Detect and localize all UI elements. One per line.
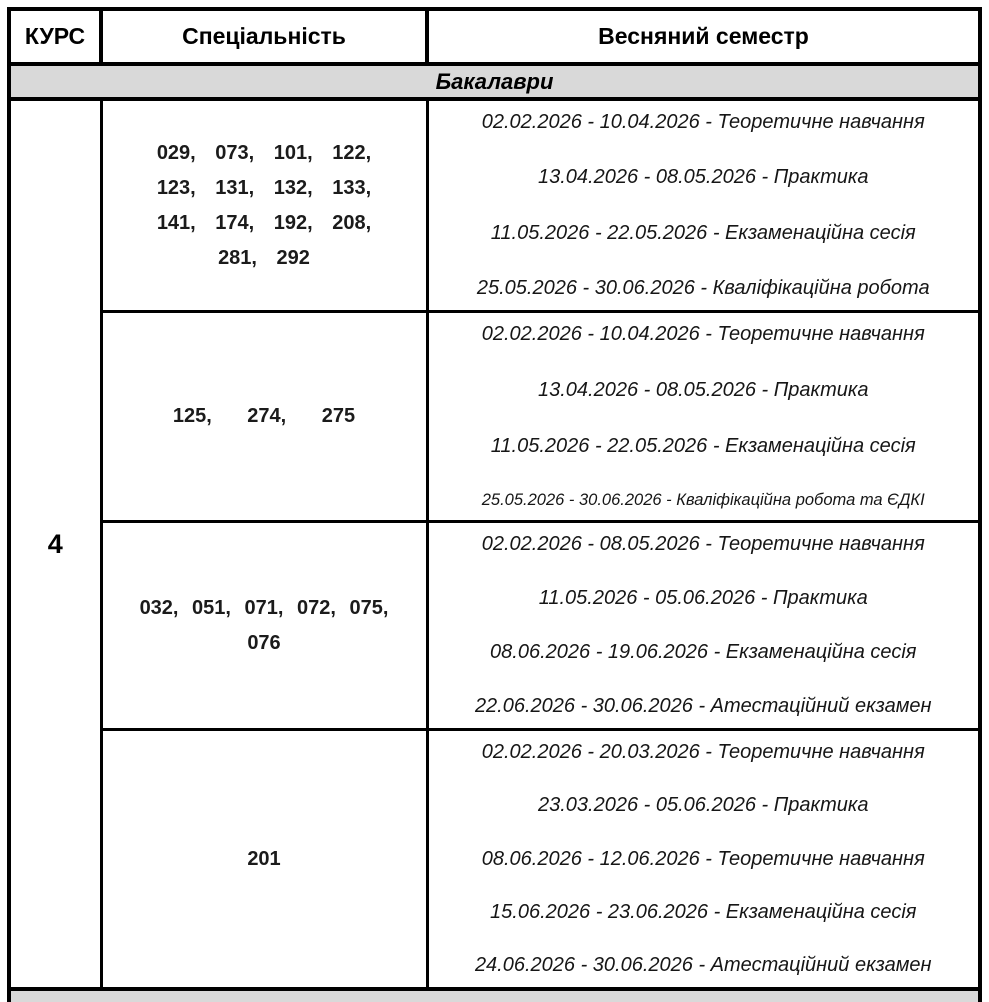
schedule-line: 11.05.2026 - 22.05.2026 - Екзаменаційна сесія [490,221,916,244]
specialty-cell [101,312,427,522]
table-row [9,730,980,990]
specialty-line: 201 [247,847,281,870]
schedule-cell [427,99,980,312]
specialty-line: 125, 274, 275 [172,405,356,427]
schedule-line: 23.03.2026 - 05.06.2026 - Практика [538,794,869,817]
specialty-line: 141, 174, 192, 208, [156,211,372,234]
specialty-line: 029, 073, 101, 122, [156,141,372,164]
schedule-line: 13.04.2026 - 08.05.2026 - Практика [538,379,869,401]
semester-schedule-table [7,7,982,991]
schedule-cell [427,522,980,730]
schedule-cell [427,312,980,522]
academic-calendar-page [7,7,982,991]
schedule-line: 25.05.2026 - 30.06.2026 - Кваліфікаційна робота та ЄДКІ [481,491,925,509]
schedule-line: 15.06.2026 - 23.06.2026 - Екзаменаційна сесія [490,900,917,923]
specialty-cell [101,730,427,990]
schedule-line: 02.02.2026 - 10.04.2026 - Теоретичне навчання [481,111,925,133]
section-row-bachelors [9,64,980,99]
schedule-line: 25.05.2026 - 30.06.2026 - Кваліфікаційна робота [476,276,930,299]
specialty-line: 032, 051, 071, 072, 075, [139,596,389,619]
schedule-line: 11.05.2026 - 22.05.2026 - Екзаменаційна сесія [490,435,916,457]
specialty-line: 076 [247,631,281,654]
specialty-line: 281, 292 [218,246,310,269]
schedule-line: 24.06.2026 - 30.06.2026 - Атестаційний екзамен [474,954,932,976]
header-specialty: Спеціальність [101,9,427,64]
table-row [9,312,980,522]
schedule-cell [427,730,980,990]
schedule-line: 22.06.2026 - 30.06.2026 - Атестаційний екзамен [474,695,932,717]
schedule-line: 08.06.2026 - 12.06.2026 - Теоретичне навчання [481,847,925,870]
schedule-line: 13.04.2026 - 08.05.2026 - Практика [538,166,869,189]
header-semester: Весняний семестр [427,9,980,64]
table-row [9,99,980,312]
header-row [9,9,980,64]
header-course: КУРС [9,9,101,64]
schedule-line: 02.02.2026 - 20.03.2026 - Теоретичне навчання [481,741,925,763]
next-section-row-cutoff [7,991,982,1002]
specialty-cell [101,99,427,312]
table-row [9,522,980,730]
specialty-line: 123, 131, 132, 133, [156,176,372,199]
specialty-cell [101,522,427,730]
schedule-line: 11.05.2026 - 05.06.2026 - Практика [538,587,868,609]
schedule-line: 02.02.2026 - 08.05.2026 - Теоретичне навчання [481,533,925,555]
section-title: Бакалаври [9,64,980,99]
course-number-cell: 4 [9,99,101,989]
schedule-line: 08.06.2026 - 19.06.2026 - Екзаменаційна сесія [490,641,917,663]
schedule-line: 02.02.2026 - 10.04.2026 - Теоретичне навчання [481,323,925,345]
